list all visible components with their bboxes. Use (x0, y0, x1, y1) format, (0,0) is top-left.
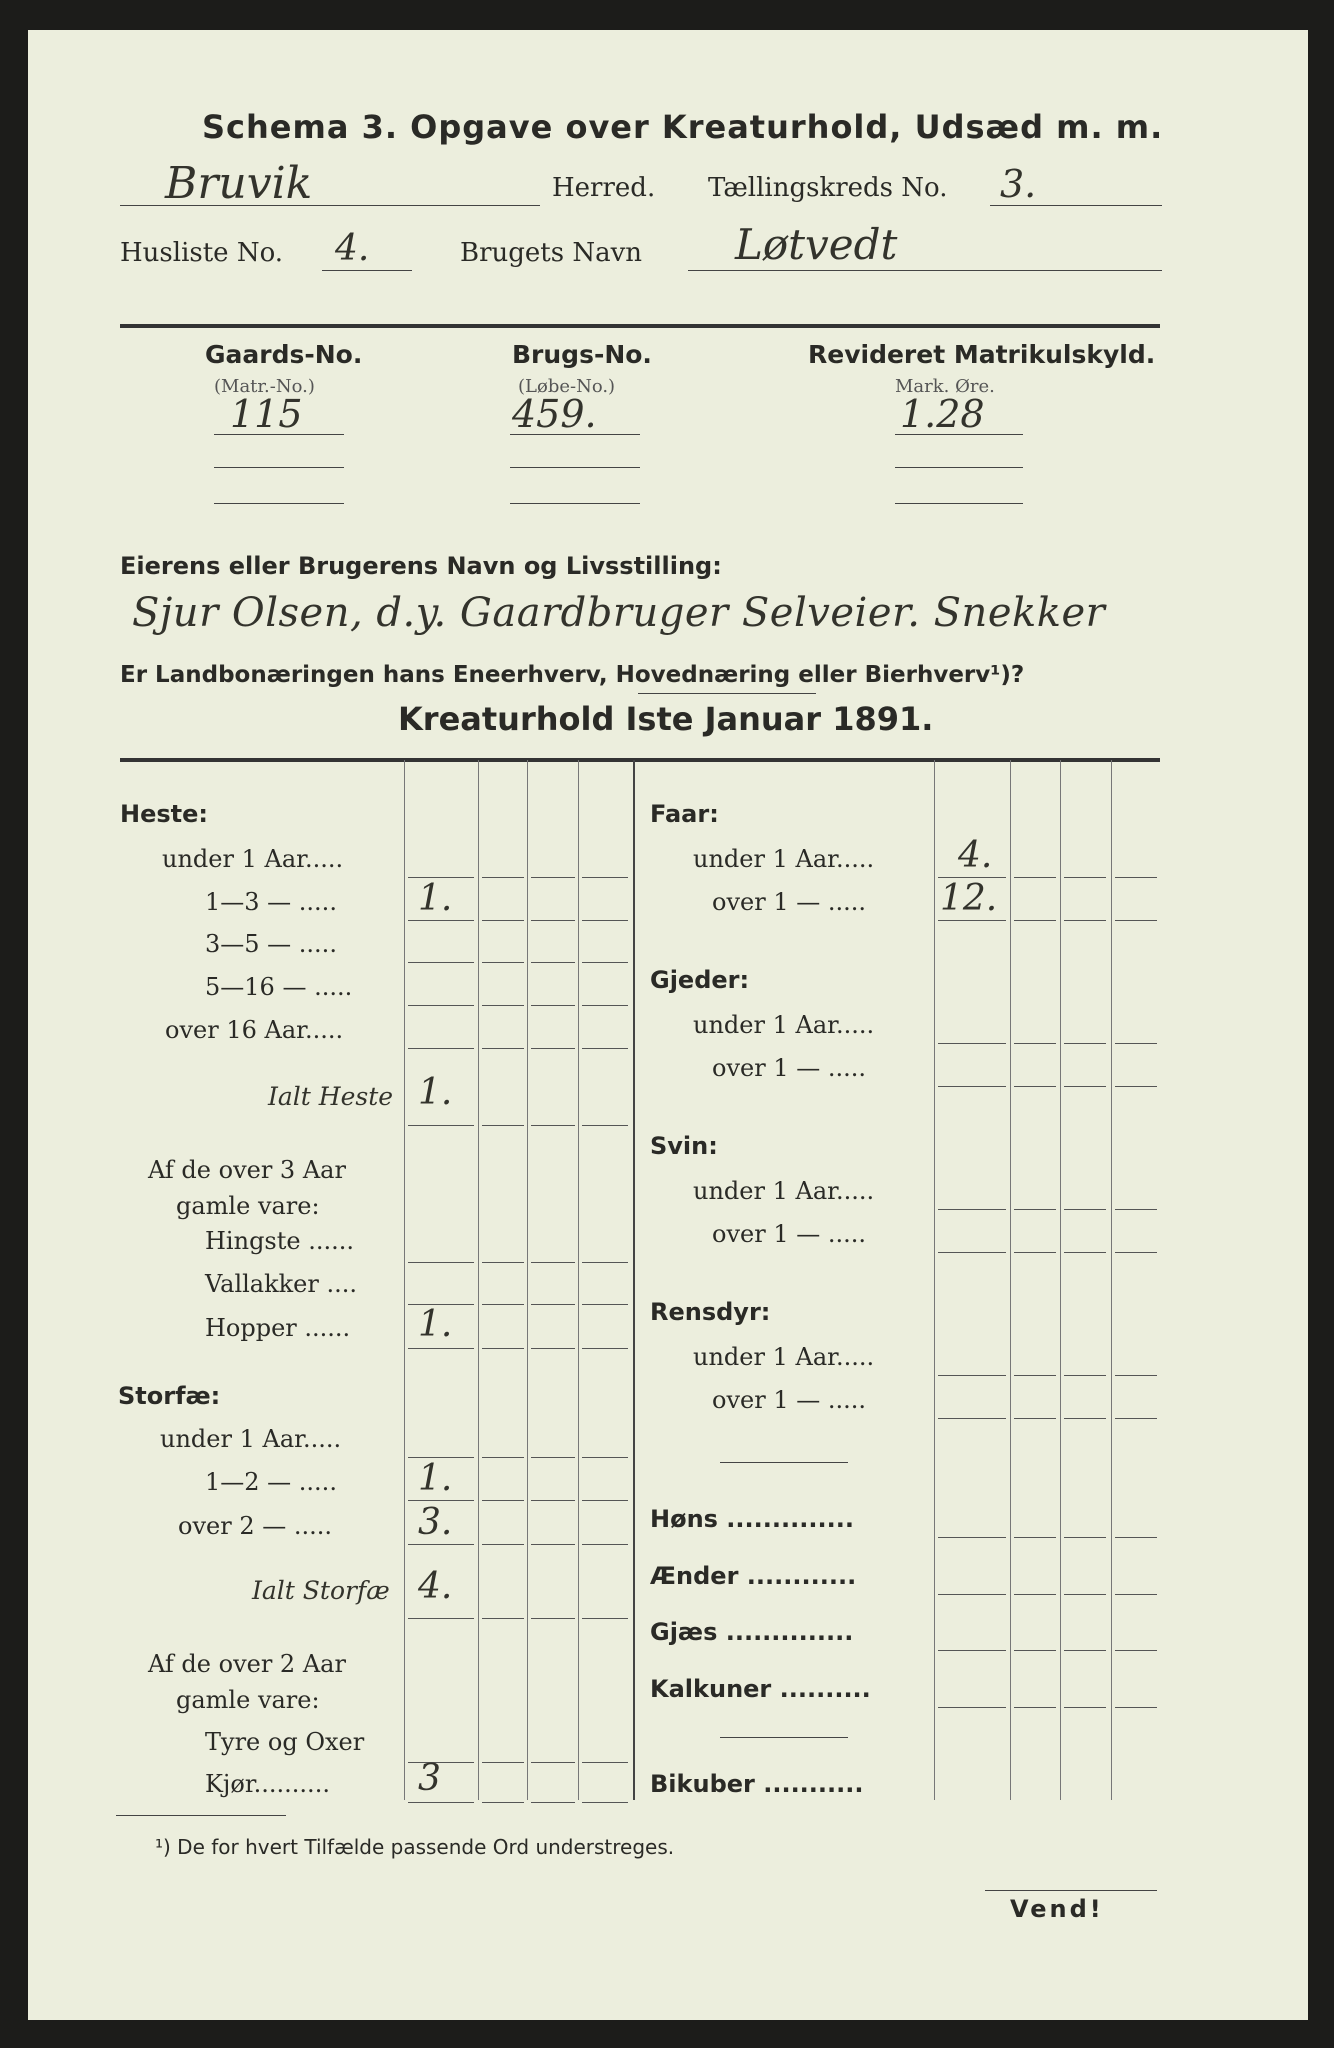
husliste-value: 4. (335, 228, 370, 269)
gaards-label: Gaards-No. (205, 340, 363, 369)
faar-row-value: 4. (958, 835, 993, 876)
heste-row-label: under 1 Aar..... (162, 845, 344, 873)
vend-label: Vend! (1010, 1895, 1104, 1923)
ialt-heste-value: 1. (418, 1072, 453, 1113)
gaards-value: 115 (230, 392, 303, 436)
kreds-label: Tællingskreds No. (708, 173, 948, 203)
brugs-sub: (Løbe-No.) (518, 376, 616, 397)
storfae-row-label: 1—2 — ..... (205, 1468, 337, 1496)
af-over3-line1: Af de over 3 Aar (148, 1156, 346, 1184)
rensdyr-row-label: under 1 Aar..... (693, 1343, 875, 1371)
ialt-storfae-value: 4. (418, 1566, 453, 1607)
svin-row-label: under 1 Aar..... (693, 1177, 875, 1205)
bruget-value: Løtvedt (735, 220, 898, 269)
herred-label: Herred. (552, 173, 656, 203)
matrikul-label: Revideret Matrikulskyld. (808, 340, 1156, 369)
owner-label: Eierens eller Brugerens Navn og Livsstilling: (120, 552, 722, 580)
storfae-row-value: 3. (418, 1502, 453, 1543)
section-title: Kreaturhold Iste Januar 1891. (398, 700, 934, 738)
husliste-label: Husliste No. (120, 238, 284, 268)
heste-head: Heste: (120, 800, 208, 828)
faar-row-label: over 1 — ..... (712, 888, 866, 916)
ialt-storfae-label: Ialt Storfæ (252, 1576, 390, 1605)
footnote: ¹) De for hvert Tilfælde passende Ord understreges. (155, 1835, 675, 1859)
gjeder-head: Gjeder: (650, 966, 750, 994)
kjor-label: Kjør.......... (205, 1770, 330, 1798)
gjeder-row-label: under 1 Aar..... (693, 1011, 875, 1039)
svin-head: Svin: (650, 1132, 718, 1160)
gjeder-row-label: over 1 — ..... (712, 1054, 866, 1082)
hons-label: Høns .............. (650, 1505, 854, 1533)
rensdyr-row-label: over 1 — ..... (712, 1386, 866, 1414)
bikuber-label: Bikuber ........... (650, 1770, 864, 1798)
af-over2-line2: gamle vare: (176, 1686, 320, 1714)
occupation-question: Er Landbonæringen hans Eneerhverv, Hovednæring eller Bierhverv¹)? (120, 662, 1025, 688)
heste-row-label: over 16 Aar..... (165, 1016, 344, 1044)
tyre-label: Tyre og Oxer (205, 1728, 365, 1756)
storfae-row-label: under 1 Aar..... (160, 1425, 342, 1453)
svin-row-label: over 1 — ..... (712, 1220, 866, 1248)
herred-value: Bruvik (165, 158, 313, 209)
aender-label: Ænder ............ (650, 1562, 857, 1590)
brugs-label: Brugs-No. (512, 340, 652, 369)
faar-head: Faar: (650, 800, 719, 828)
kjor-value: 3 (418, 1758, 441, 1799)
brugs-value: 459. (512, 392, 597, 436)
heste-row-value: 1. (418, 878, 453, 919)
storfae-head: Storfæ: (118, 1382, 221, 1410)
rensdyr-head: Rensdyr: (650, 1298, 771, 1326)
gjaes-label: Gjæs .............. (650, 1618, 854, 1646)
af-over2-line1: Af de over 2 Aar (148, 1650, 346, 1678)
hingste-label: Hingste ...... (205, 1227, 354, 1255)
vallakker-label: Vallakker .... (205, 1270, 358, 1298)
heste-row-label: 1—3 — ..... (205, 888, 337, 916)
heste-row-label: 5—16 — ..... (205, 973, 353, 1001)
form-title: Schema 3. Opgave over Kreaturhold, Udsæd m. m. (202, 108, 1164, 146)
owner-value: Sjur Olsen, d.y. Gaardbruger Selveier. Snekker (132, 590, 1106, 636)
gaards-sub: (Matr.-No.) (214, 376, 315, 397)
kalkuner-label: Kalkuner .......... (650, 1675, 871, 1703)
faar-row-value: 12. (940, 878, 998, 919)
matrikul-sub: Mark. Øre. (895, 376, 995, 397)
af-over3-line2: gamle vare: (176, 1192, 320, 1220)
matrikul-value: 1.28 (900, 392, 985, 436)
bruget-label: Brugets Navn (460, 238, 643, 268)
ialt-heste-label: Ialt Heste (268, 1082, 394, 1111)
hopper-value: 1. (418, 1304, 453, 1345)
kreds-value: 3. (1000, 162, 1037, 206)
storfae-row-value: 1. (418, 1458, 453, 1499)
storfae-row-label: over 2 — ..... (178, 1512, 332, 1540)
faar-row-label: under 1 Aar..... (693, 845, 875, 873)
heste-row-label: 3—5 — ..... (205, 930, 337, 958)
hopper-label: Hopper ...... (205, 1314, 351, 1342)
